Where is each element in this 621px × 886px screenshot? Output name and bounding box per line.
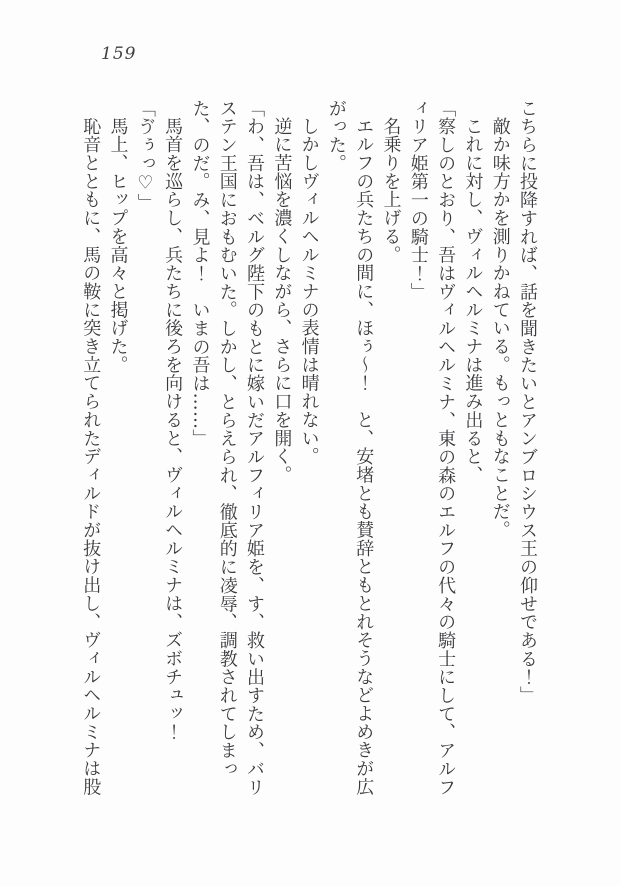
paragraph: 名乗りを上げる。	[380, 117, 402, 265]
paragraph: 「察しのとおり、吾はヴィルヘルミナ、東の森のエルフの代々の騎士にして、アルフィリア姫第一の騎士！」	[407, 99, 457, 797]
paragraph: 馬上、ヒップを高々と掲げた。	[107, 117, 129, 375]
paragraph: 馬首を巡らし、兵たちに後ろを向けると、ヴィルヘルミナは、ズボチュッ！	[162, 117, 184, 742]
paragraph: 逆に苦悩を濃くしながら、さらに口を開く。	[271, 117, 293, 485]
paragraph: しかしヴィルヘルミナの表情は晴れない。	[298, 117, 320, 467]
paragraph: エルフの兵たちの間に、ほぅ～！ と、安堵とも賛辞ともとれそうなどよめきが広がった。	[325, 99, 375, 797]
paragraph: こちらに投降すれば、話を聞きたいとアンブロシウス王の仰せである！」	[517, 99, 538, 705]
text-block	[77, 99, 541, 799]
paragraph: 「ゔぅっ♡」	[134, 99, 156, 213]
paragraph: 「わ、吾は、ベルグ陛下のもとに嫁いだアルフィリア姫を、す、救い出すため、バリステン王国におもむいた。しかし、とらえられ、徹底的に凌辱、調教されてしまった、のだ。み、見よ！ いまの吾は……」	[189, 99, 266, 797]
paragraph: 敵か味方かを測りかねている。もっともなことだ。	[489, 117, 511, 540]
paragraph: 恥音とともに、馬の鞍に突き立てられたディルドが抜け出し、ヴィルヘルミナは股	[80, 117, 102, 797]
page-number: 159	[101, 44, 137, 64]
paragraph: これに対し、ヴィルヘルミナは進み出ると、	[462, 117, 484, 485]
